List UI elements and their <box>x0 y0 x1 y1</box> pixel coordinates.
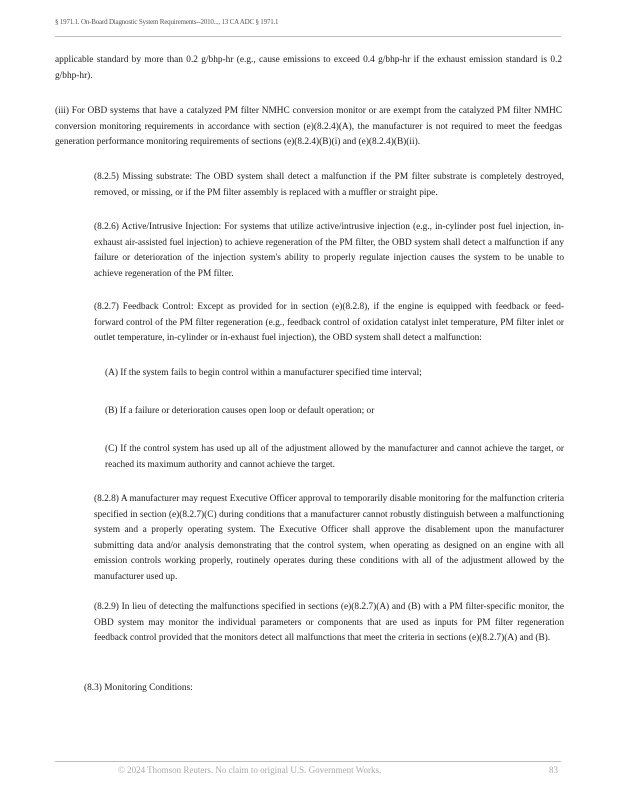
paragraph-8-2-7-b: (B) If a failure or deterioration causes open loop or default operation; or <box>105 406 375 416</box>
paragraph-8-2-7: (8.2.7) Feedback Control: Except as provided for in section (e)(8.2.8), if the engine is equipped with feedback or feed-forward control of the PM filter regeneration (e.g., feedback control of oxidation catalyst inlet temperature, PM filter inlet or outlet temperature, in-cylinder or in-exhaust fuel injection), the OBD system shall detect a malfunction: <box>94 302 564 343</box>
paragraph-8-2-6: (8.2.6) Active/Intrusive Injection: For systems that utilize active/intrusive injection (e.g., in-cylinder post fuel injection, in-exhaust air-assisted fuel injection) to achieve regeneration of the PM filter, the OBD system shall detect a malfunction if any failure or deterioration of the injection system's ability to properly regulate injection causes the system to be unable to achieve regeneration of the PM filter. <box>94 222 564 279</box>
paragraph-8-2-7-c: (C) If the control system has used up all of the adjustment allowed by the manufacturer and cannot achieve the target, or reached its maximum authority and cannot achieve the target. <box>105 444 564 470</box>
paragraph-8-2-9: (8.2.9) In lieu of detecting the malfunctions specified in sections (e)(8.2.7)(A) and (B) with a PM filter-specific monitor, the OBD system may monitor the individual parameters or components that are used as inputs for PM filter regeneration feedback control provided that the monitors detect all malfunctions that meet the criteria in sections (e)(8.2.7)(A) and (B). <box>94 602 564 643</box>
page-number: 83 <box>549 765 558 775</box>
paragraph-iii: (iii) For OBD systems that have a catalyzed PM filter NMHC conversion monitor or are exempt from the catalyzed PM filter NMHC conversion monitoring requirements in accordance with section (e)(8.2.4)(A), the manufacturer is not required to meet the feedgas generation performance monitoring requirements of sections (e)(8.2.4)(B)(i) and (e)(8.2.4)(B)(ii). <box>55 106 562 147</box>
footer-divider <box>55 761 561 762</box>
paragraph-8-2-8: (8.2.8) A manufacturer may request Executive Officer approval to temporarily disable monitoring for the malfunction criteria specified in section (e)(8.2.7)(C) during conditions that a manufacturer cannot robustly distinguish between a malfunctioning system and a properly operating system. The Executive Officer shall approve the disablement upon the manufacturer submitting data and/or analysis demonstrating that the control system, when operating as designed on an engine with all emission controls working properly, routinely operates during these conditions with all of the adjustment allowed by the manufacturer used up. <box>94 494 564 582</box>
running-header: § 1971.1. On-Board Diagnostic System Requirements--2010..., 13 CA ADC § 1971.1 <box>55 18 279 26</box>
copyright-notice: © 2024 Thomson Reuters. No claim to original U.S. Government Works. <box>118 765 382 775</box>
paragraph-8-2-7-a: (A) If the system fails to begin control within a manufacturer specified time interval; <box>105 368 422 378</box>
section-heading-8-3: (8.3) Monitoring Conditions: <box>84 683 193 693</box>
header-divider <box>55 36 561 37</box>
paragraph-8-2-5: (8.2.5) Missing substrate: The OBD system shall detect a malfunction if the PM filter substrate is completely destroyed, removed, or missing, or if the PM filter assembly is replaced with a muffler or straight pipe. <box>94 172 564 198</box>
paragraph-continuation: applicable standard by more than 0.2 g/bhp-hr (e.g., cause emissions to exceed 0.4 g/bhp-hr if the exhaust emission standard is 0.2 g/bhp-hr). <box>55 55 562 81</box>
